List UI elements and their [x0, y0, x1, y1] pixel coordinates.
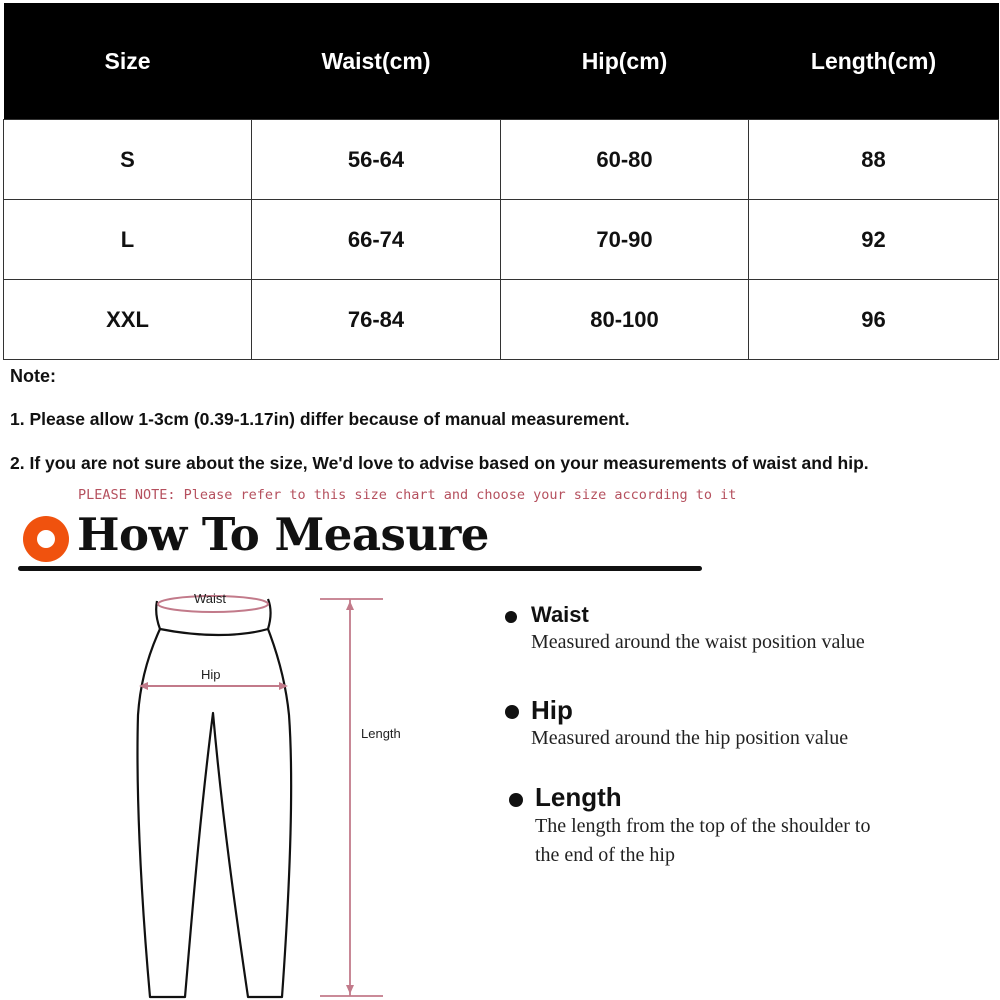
cell-length: 88 — [749, 120, 999, 200]
circle-icon — [23, 516, 69, 562]
table-header-row — [4, 3, 999, 120]
table-row — [4, 200, 999, 280]
note-item-2: 2. If you are not sure about the size, We'd love to advise based on your measurements of waist and hip. — [10, 453, 869, 473]
please-note-text: PLEASE NOTE: Please refer to this size chart and choose your size according to it — [78, 487, 737, 503]
measure-length-desc-2: the end of the hip — [535, 844, 675, 866]
measure-length-desc-1: The length from the top of the shoulder to — [535, 815, 871, 837]
cell-length: 96 — [749, 280, 999, 360]
cell-hip: 80-100 — [501, 280, 749, 360]
cell-hip: 70-90 — [501, 200, 749, 280]
header-size: Size — [4, 3, 252, 120]
cell-size: S — [4, 120, 252, 200]
waist-label: Waist — [194, 591, 227, 606]
length-arrow-top — [346, 601, 354, 610]
pants-measurement-diagram — [0, 585, 460, 1000]
measure-waist-title: Waist — [531, 602, 589, 627]
header-waist: Waist(cm) — [252, 3, 501, 120]
title-underline — [18, 566, 702, 571]
measure-waist-desc: Measured around the waist position value — [531, 631, 865, 653]
length-label: Length — [361, 726, 401, 741]
bullet-icon — [505, 611, 517, 623]
table-row — [4, 120, 999, 200]
cell-size: L — [4, 200, 252, 280]
cell-hip: 60-80 — [501, 120, 749, 200]
header-length: Length(cm) — [749, 3, 999, 120]
bullet-icon — [505, 705, 519, 719]
hip-label: Hip — [201, 667, 221, 682]
cell-waist: 76-84 — [252, 280, 501, 360]
table-row — [4, 280, 999, 360]
how-to-measure-title: How To Measure — [77, 508, 489, 561]
cell-size: XXL — [4, 280, 252, 360]
cell-waist: 66-74 — [252, 200, 501, 280]
bullet-icon — [509, 793, 523, 807]
cell-waist: 56-64 — [252, 120, 501, 200]
note-item-1: 1. Please allow 1-3cm (0.39-1.17in) differ because of manual measurement. — [10, 409, 630, 429]
measure-length-title: Length — [535, 782, 622, 812]
pants-outline — [138, 629, 292, 997]
note-title: Note: — [10, 366, 56, 386]
size-chart-table — [3, 3, 999, 360]
cell-length: 92 — [749, 200, 999, 280]
length-arrow-bottom — [346, 985, 354, 994]
header-hip: Hip(cm) — [501, 3, 749, 120]
measure-hip-desc: Measured around the hip position value — [531, 727, 849, 749]
measure-hip-title: Hip — [531, 695, 573, 725]
